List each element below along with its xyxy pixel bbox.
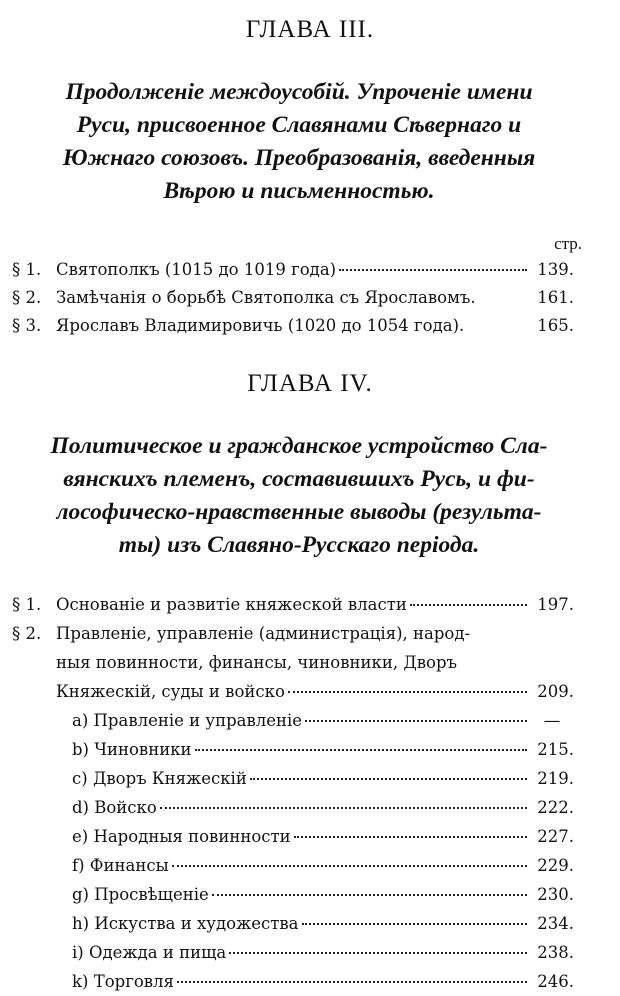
subsection-entry[interactable] <box>12 909 574 938</box>
subsection-letter: d) <box>72 798 89 817</box>
chapter-4-summary <box>12 430 586 562</box>
page-number: 197. <box>537 595 574 614</box>
leader-dots <box>160 807 527 809</box>
page-number: 230. <box>537 885 574 904</box>
subsection-letter: f) <box>72 856 85 875</box>
section-number: § 1. <box>12 260 42 279</box>
leader-dots <box>195 749 527 751</box>
toc-entry[interactable] <box>12 256 574 284</box>
chapter-4-summary-line: Политическое и гражданское устройство Сла- <box>50 433 548 459</box>
entry-title: Одежда и пища <box>88 943 227 962</box>
subsection-entry[interactable] <box>12 967 574 996</box>
entry-title: Народныя повинности <box>93 827 291 846</box>
subsection-letter: g) <box>72 885 89 904</box>
section-number: § 2. <box>12 624 42 643</box>
entry-title: Финансы <box>89 856 169 875</box>
leader-dots <box>288 691 527 693</box>
subsection-letter: c) <box>72 769 88 788</box>
entry-title-line: Правленіе, управленіе (администрація), народ- <box>56 624 471 643</box>
subsection-entry[interactable] <box>12 851 574 880</box>
chapter-3-heading: ГЛАВА III. <box>245 16 375 43</box>
subsection-letter: h) <box>72 914 90 933</box>
page-number: 222. <box>537 798 574 817</box>
entry-title: Войско <box>94 798 157 817</box>
toc-entry[interactable] <box>12 312 574 340</box>
page-number: 234. <box>537 914 574 933</box>
toc-entry-continuation[interactable] <box>12 677 574 706</box>
entry-title: Просвѣщеніе <box>94 885 209 904</box>
leader-dots <box>172 865 527 867</box>
chapter-3-summary-line: Продолженіе междоусобій. Упроченіе имени <box>65 79 533 105</box>
leader-dots <box>229 952 527 954</box>
section-number: § 2. <box>12 288 42 307</box>
page-number: 229. <box>537 856 574 875</box>
entry-title: Ярославъ Владимировичь (1020 до 1054 года). <box>56 316 465 335</box>
subsection-letter: k) <box>72 972 89 991</box>
subsection-entry[interactable] <box>12 764 574 793</box>
chapter-4-toc <box>12 590 574 996</box>
entry-title-line: ныя повинности, финансы, чиновники, Дворъ <box>56 653 458 672</box>
subsection-list <box>12 706 574 996</box>
chapter-4-summary-line: вянскихъ племенъ, составившихъ Русь, и фи- <box>63 466 535 492</box>
chapter-3-summary <box>12 76 586 208</box>
chapter-4-summary-line: ты) изъ Славяно-Русскаго періода. <box>118 532 480 558</box>
pages-column-label: стр. <box>554 234 582 253</box>
entry-title: Чиновники <box>94 740 192 759</box>
leader-dots <box>339 269 527 271</box>
chapter-3-summary-line: Южнаго союзовъ. Преобразованія, введенныя <box>62 145 536 171</box>
leader-dots <box>212 894 527 896</box>
subsection-entry[interactable] <box>12 706 574 735</box>
subsection-entry[interactable] <box>12 938 574 967</box>
section-number: § 3. <box>12 316 42 335</box>
leader-dots <box>177 981 527 983</box>
page-number: 219. <box>537 769 574 788</box>
page-number: 139. <box>537 260 574 279</box>
page-number: 238. <box>537 943 574 962</box>
entry-title: Искуства и художества <box>94 914 299 933</box>
subsection-entry[interactable] <box>12 735 574 764</box>
page-number: 246. <box>537 972 574 991</box>
page-number: 209. <box>537 682 574 701</box>
leader-dots <box>250 778 527 780</box>
section-number: § 1. <box>12 595 42 614</box>
chapter-3-summary-line: Руси, присвоенное Славянами Сѣвернаго и <box>76 112 522 138</box>
leader-dots <box>305 720 527 722</box>
leader-dots <box>479 297 527 299</box>
entry-title: Торговля <box>93 972 174 991</box>
leader-dots <box>302 923 527 925</box>
chapter-4-heading: ГЛАВА IV. <box>247 370 373 397</box>
subsection-letter: b) <box>72 740 89 759</box>
entry-title: Дворъ Княжескій <box>92 769 247 788</box>
subsection-letter: e) <box>72 827 89 846</box>
chapter-4-summary-line: лософическо-нравственные выводы (результа- <box>56 499 542 525</box>
toc-entry[interactable] <box>12 619 574 648</box>
page-number: — <box>543 711 561 730</box>
page-number: 165. <box>537 316 574 335</box>
entry-title: Правленіе и управленіе <box>93 711 303 730</box>
leader-dots <box>467 325 527 327</box>
leader-dots <box>410 604 527 606</box>
subsection-letter: i) <box>72 943 84 962</box>
entry-title-line: Княжескій, суды и войско <box>56 682 285 701</box>
subsection-letter: a) <box>72 711 89 730</box>
subsection-entry[interactable] <box>12 822 574 851</box>
toc-entry[interactable] <box>12 284 574 312</box>
subsection-entry[interactable] <box>12 880 574 909</box>
entry-title: Основаніе и развитіе княжеской власти <box>56 595 407 614</box>
subsection-entry[interactable] <box>12 793 574 822</box>
chapter-3-toc <box>12 256 574 340</box>
entry-title: Святополкъ (1015 до 1019 года) <box>56 260 337 279</box>
page-number: 215. <box>537 740 574 759</box>
page-number: 227. <box>537 827 574 846</box>
toc-entry[interactable] <box>12 590 574 619</box>
chapter-3-summary-line: Вѣрою и письменностью. <box>163 178 435 204</box>
entry-title: Замѣчанія о борьбѣ Святополка съ Ярославомъ. <box>56 288 476 307</box>
leader-dots <box>294 836 527 838</box>
page-number: 161. <box>537 288 574 307</box>
